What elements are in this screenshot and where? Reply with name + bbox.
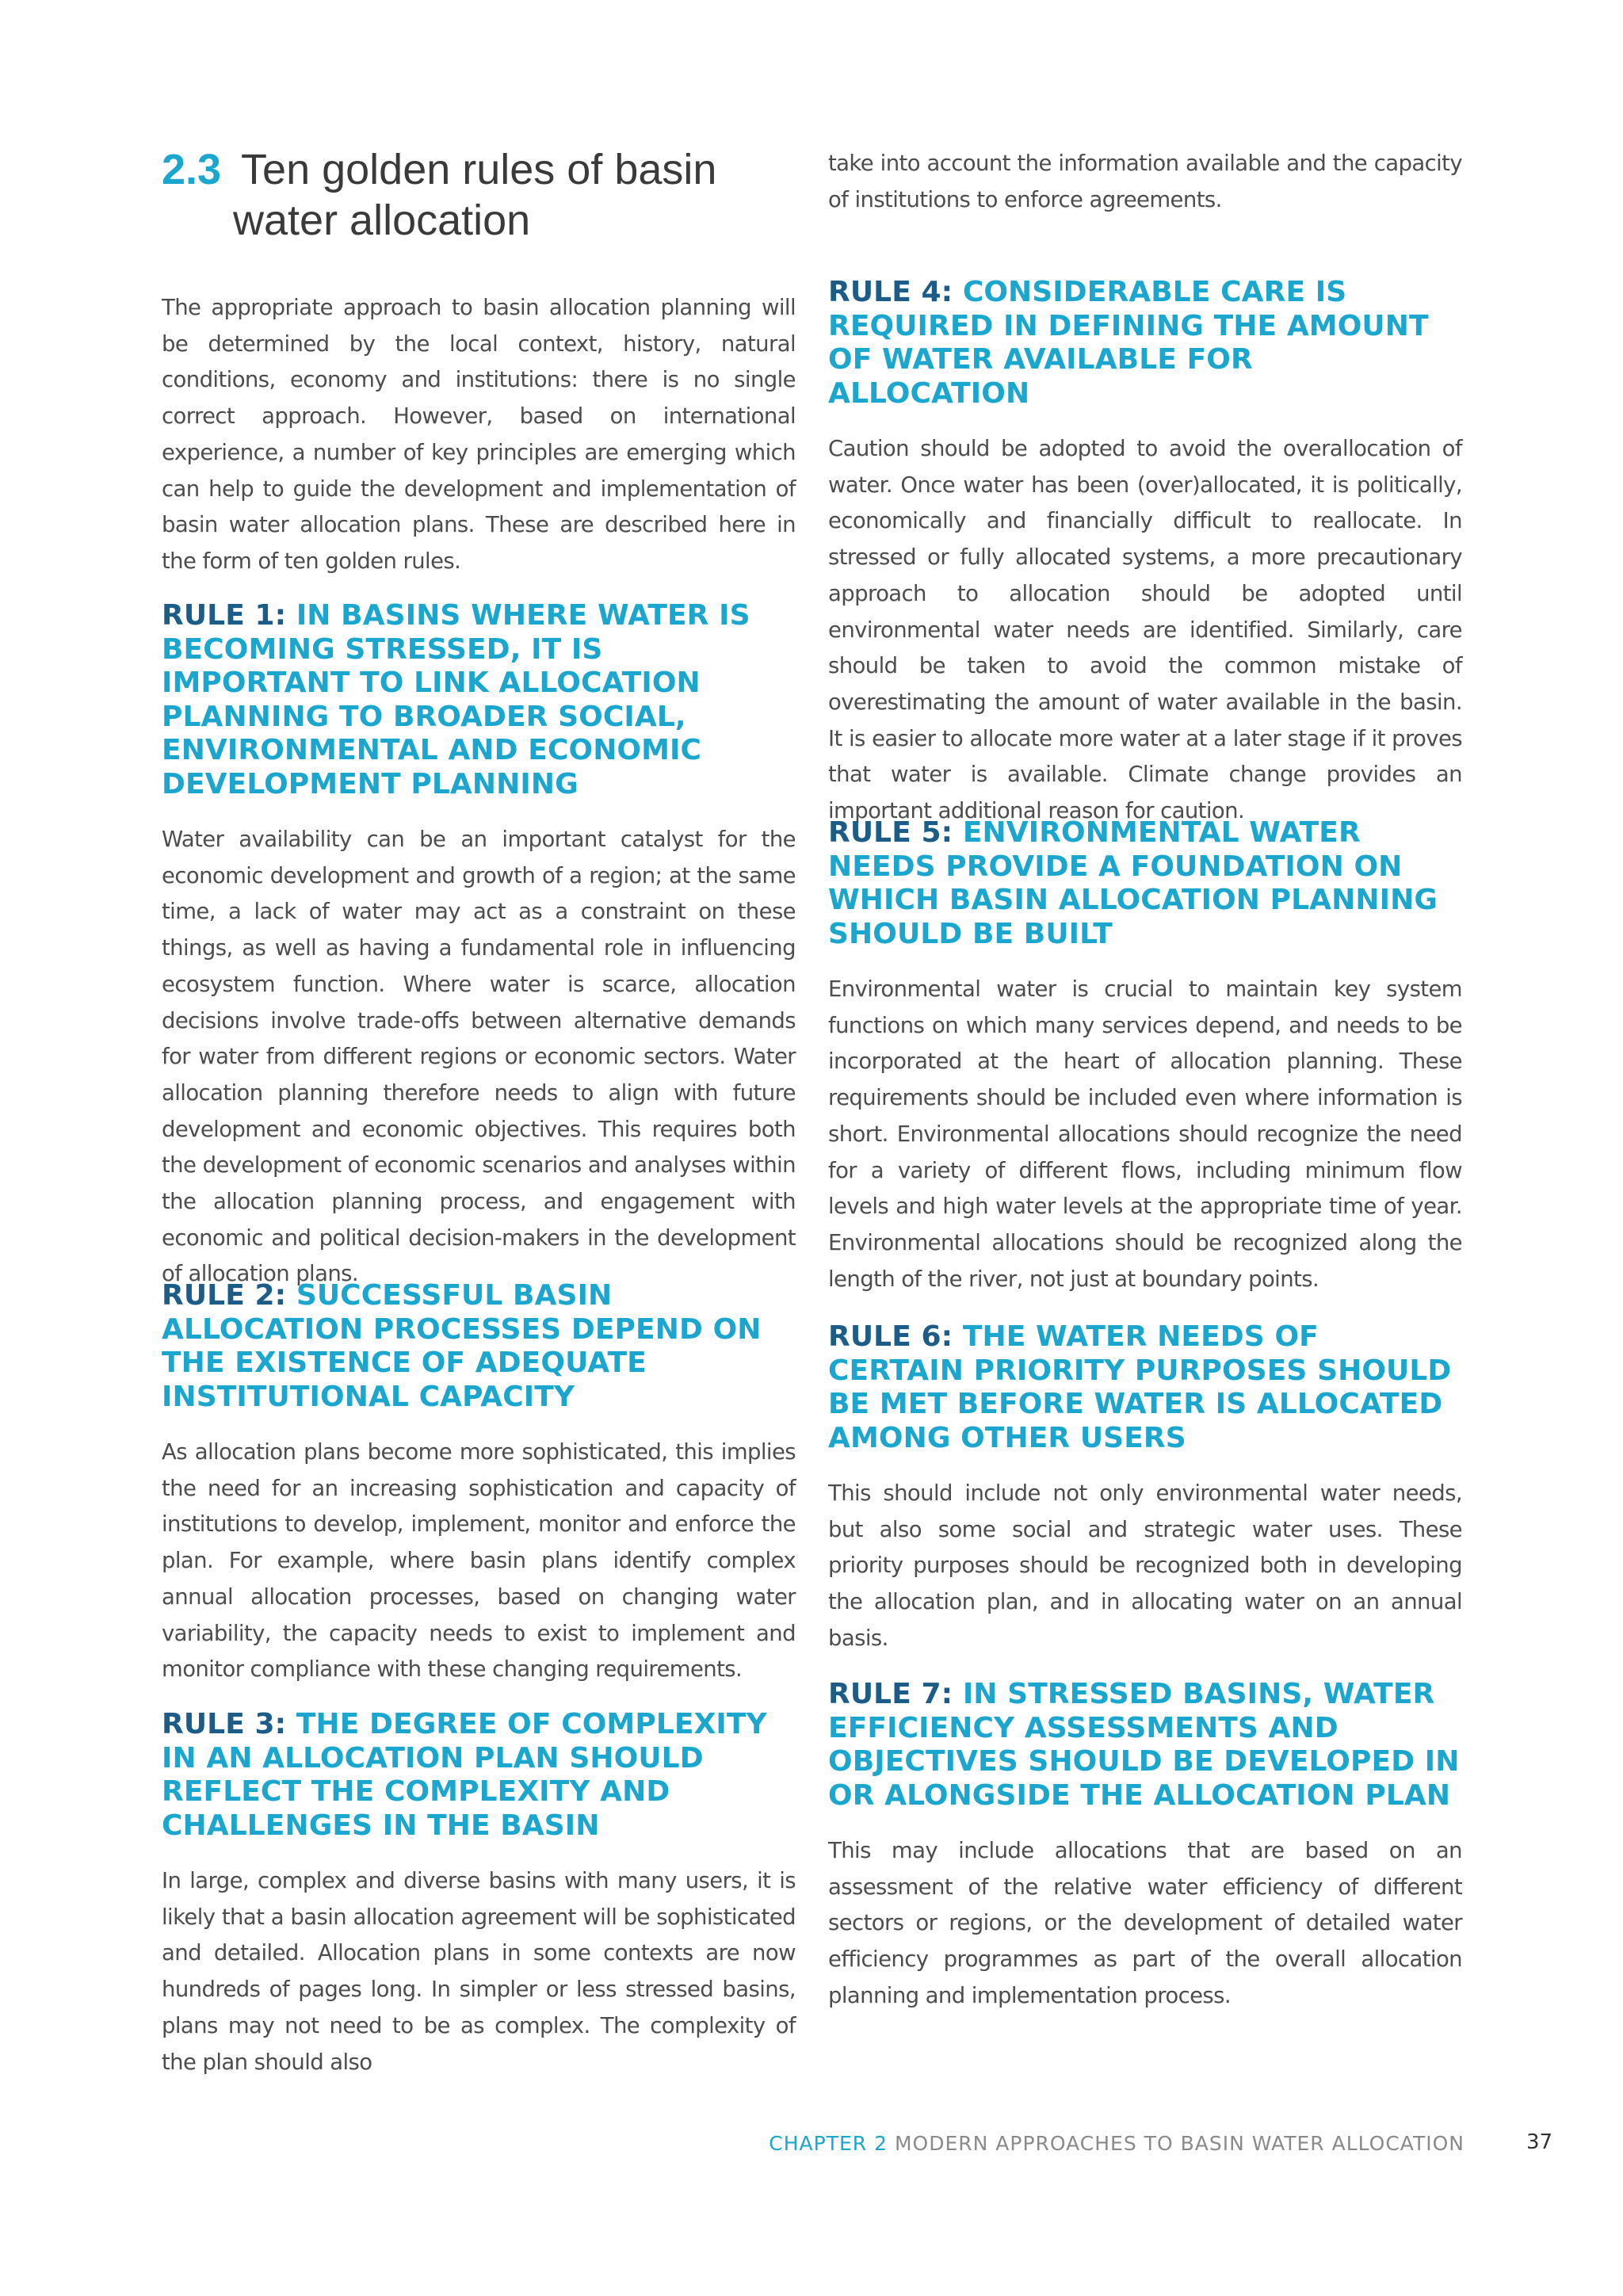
rule-label: RULE 3: <box>162 1708 287 1740</box>
section-title-line2: water allocation <box>233 197 531 244</box>
rule-label: RULE 6: <box>828 1320 953 1353</box>
rule-body: In large, complex and diverse basins with many users, it is likely that a basin allocation agreement will be sophisticated and detailed. Allocation plans in some contexts are now hundreds of pages long. In simpler or less stressed basins, plans may not need to be as complex. The complexity of the plan should also <box>162 1868 796 2075</box>
rule-heading-text: IN STRESSED BASINS, WATER EFFICIENCY ASSESSMENTS AND OBJECTIVES SHOULD BE DEVELOPED IN OR ALONGSIDE THE ALLOCATION PLAN <box>828 1678 1460 1812</box>
rule-3-continuation: take into account the information available and the capacity of institutions to enforce agreements. <box>828 151 1462 212</box>
rule-label: RULE 4: <box>828 276 953 308</box>
section-title-line1: Ten golden rules of basin <box>241 146 717 193</box>
rule-heading-text: ENVIRONMENTAL WATER NEEDS PROVIDE A FOUNDATION ON WHICH BASIN ALLOCATION PLANNING SHOULD BE BUILT <box>828 816 1438 950</box>
rule-body: Environmental water is crucial to maintain key system functions on which many services depend, and needs to be incorporated at the heart of allocation planning. These requirements should be included even where information is short. Environmental allocations should recognize the need for a variety of different flows, including minimum flow levels and high water levels at the appropriate time of year. Environmental allocations should be recognized along the length of the river, not just at boundary points. <box>828 976 1462 1292</box>
rule-5 <box>828 816 1462 1297</box>
rule-heading <box>828 276 1462 411</box>
rule-heading <box>162 599 796 801</box>
rule-heading <box>162 1708 796 1843</box>
rule-heading-text: CONSIDERABLE CARE IS REQUIRED IN DEFINING THE AMOUNT OF WATER AVAILABLE FOR ALLOCATION <box>828 276 1429 410</box>
intro-paragraph-block <box>162 290 796 580</box>
rule-heading-text: THE WATER NEEDS OF CERTAIN PRIORITY PURPOSES SHOULD BE MET BEFORE WATER IS ALLOCATED AMONG OTHER USERS <box>828 1320 1452 1454</box>
rule-label: RULE 2: <box>162 1279 287 1312</box>
running-footer <box>769 2132 1465 2155</box>
rule-3 <box>162 1708 796 2080</box>
rule-heading <box>162 1279 796 1414</box>
rule-7 <box>828 1678 1462 2015</box>
rule-body: Caution should be adopted to avoid the overallocation of water. Once water has been (over)allocated, it is politically, economically and financially difficult to reallocate. In stressed or fully allocated systems, a more precautionary approach to allocation should be adopted until environmental water needs are identified. Similarly, care should be taken to avoid the common mistake of overestimating the amount of water available in the basin. It is easier to allocate more water at a later stage if it proves that water is available. Climate change provides an important additional reason for caution. <box>828 436 1462 824</box>
page-number: 37 <box>1526 2130 1553 2154</box>
rule-body: This should include not only environmental water needs, but also some social and strategic water uses. These priority purposes should be recognized both in developing the allocation plan, and in allocating water on an annual basis. <box>828 1480 1462 1651</box>
rule-label: RULE 1: <box>162 599 287 632</box>
rule-heading-text: IN BASINS WHERE WATER IS BECOMING STRESSED, IT IS IMPORTANT TO LINK ALLOCATION PLANNING TO BROADER SOCIAL, ENVIRONMENTAL AND ECONOMIC DEVELOPMENT PLANNING <box>162 599 750 800</box>
rule-3-continuation-block <box>828 146 1462 218</box>
rule-1 <box>162 599 796 1293</box>
rule-4 <box>828 276 1462 830</box>
rule-heading <box>828 816 1462 951</box>
rule-heading <box>828 1320 1462 1455</box>
footer-chapter: CHAPTER 2 <box>769 2132 888 2155</box>
rule-heading <box>828 1678 1462 1813</box>
intro-paragraph: The appropriate approach to basin allocation planning will be determined by the local context, history, natural conditions, economy and institutions: there is no single correct approach. However, based on international experience, a number of key principles are emerging which can help to guide the development and implementation of basin water allocation plans. These are described here in the form of ten golden rules. <box>162 295 796 574</box>
rule-body: This may include allocations that are based on an assessment of the relative water efficiency of different sectors or regions, or the development of detailed water efficiency programmes as part of the overall allocation planning and implementation process. <box>828 1838 1462 2008</box>
footer-chapter-title: MODERN APPROACHES TO BASIN WATER ALLOCATION <box>894 2132 1465 2155</box>
rule-body: As allocation plans become more sophisticated, this implies the need for an increasing sophistication and capacity of institutions to develop, implement, monitor and enforce the plan. For example, where basin plans identify complex annual allocation processes, based on changing water variability, the capacity needs to exist to implement and monitor compliance with these changing requirements. <box>162 1439 796 1683</box>
rule-heading-text: SUCCESSFUL BASIN ALLOCATION PROCESSES DEPEND ON THE EXISTENCE OF ADEQUATE INSTITUTIONAL CAPACITY <box>162 1279 762 1413</box>
rule-label: RULE 7: <box>828 1678 953 1710</box>
rule-6 <box>828 1320 1462 1657</box>
section-number: 2.3 <box>162 146 222 193</box>
rule-body: Water availability can be an important catalyst for the economic development and growth of a region; at the same time, a lack of water may act as a constraint on these things, as well as having a fundamental role in influencing ecosystem function. Where water is scarce, allocation decisions involve trade-offs between alternative demands for water from different regions or economic sectors. Water allocation planning therefore needs to align with future development and economic objectives. This requires both the development of economic scenarios and analyses within the allocation planning process, and engagement with economic and political decision-makers in the development of allocation plans. <box>162 827 796 1287</box>
rule-label: RULE 5: <box>828 816 953 849</box>
rule-2 <box>162 1279 796 1688</box>
rule-heading-text: THE DEGREE OF COMPLEXITY IN AN ALLOCATION PLAN SHOULD REFLECT THE COMPLEXITY AND CHALLENGES IN THE BASIN <box>162 1708 767 1842</box>
page-title <box>162 144 796 246</box>
